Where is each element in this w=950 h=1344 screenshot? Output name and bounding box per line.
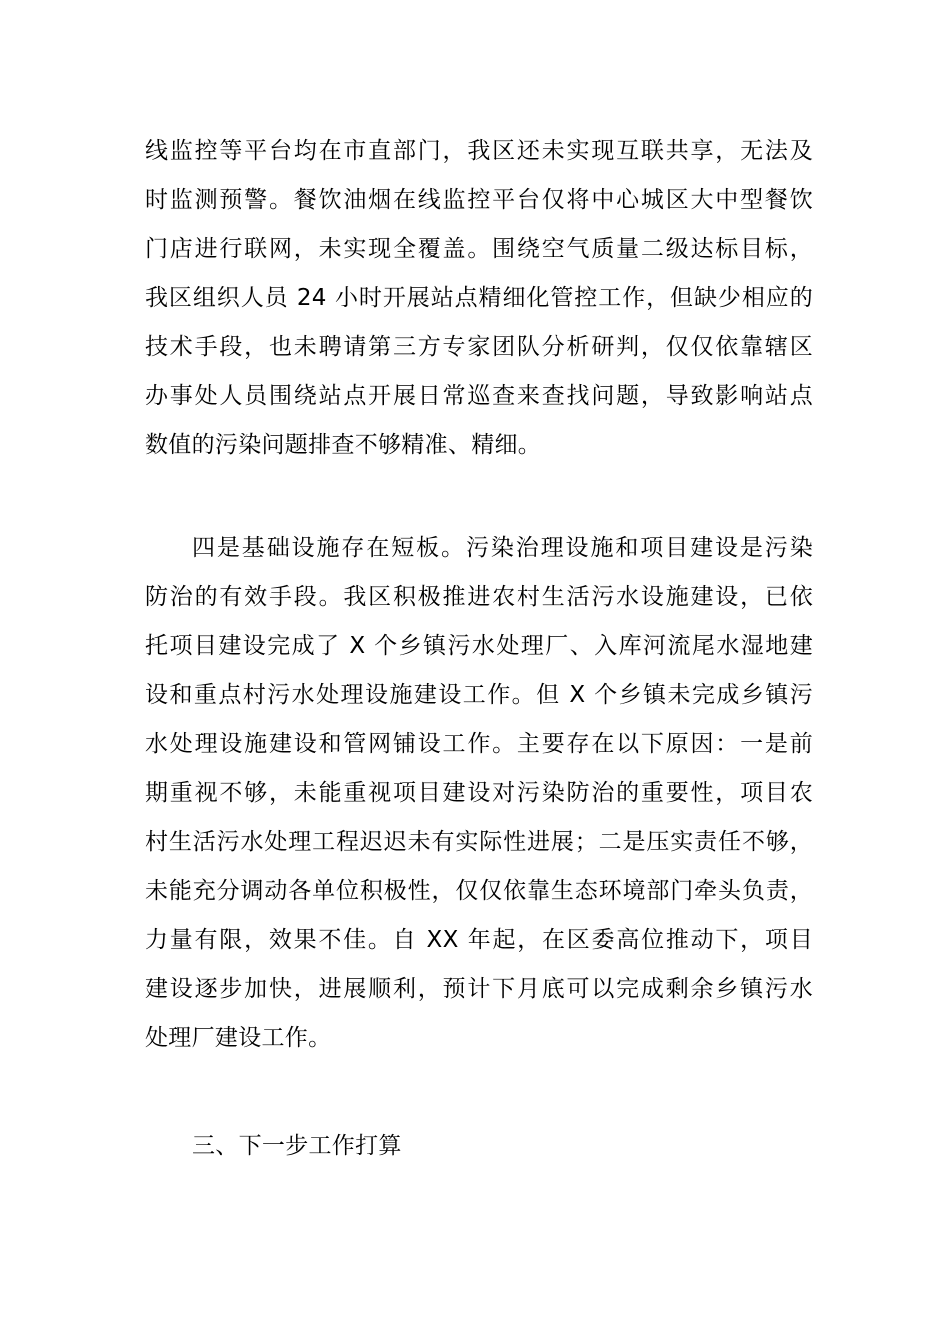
text-line: 水处理设施建设和管网铺设工作。主要存在以下原因：一是前 [145, 731, 813, 757]
text-line: 村生活污水处理工程迟迟未有实际性进展；二是压实责任不够， [145, 829, 813, 855]
section-heading-text: 三、下一步工作打算 [192, 1133, 402, 1159]
text-line: 我区组织人员 24 小时开展站点精细化管控工作，但缺少相应的 [145, 285, 813, 311]
text-line: 防治的有效手段。我区积极推进农村生活污水设施建设，已依 [145, 584, 813, 610]
text-line: 未能充分调动各单位积极性，仅仅依靠生态环境部门牵头负责， [145, 878, 813, 904]
text-line-first: 四是基础设施存在短板。污染治理设施和项目建设是污染 [192, 535, 813, 561]
text-line: 办事处人员围绕站点开展日常巡查来查找问题，导致影响站点 [145, 383, 813, 409]
text-line: 期重视不够，未能重视项目建设对污染防治的重要性，项目农 [145, 780, 813, 806]
section-heading [145, 1122, 813, 1171]
text-line: 设和重点村污水处理设施建设工作。但 X 个乡镇未完成乡镇污 [145, 682, 813, 708]
text-line: 托项目建设完成了 X 个乡镇污水处理厂、入库河流尾水湿地建 [145, 633, 813, 659]
text-line: 力量有限，效果不佳。自 XX 年起，在区委高位推动下，项目 [145, 927, 813, 953]
text-line: 线监控等平台均在市直部门，我区还未实现互联共享，无法及 [145, 138, 813, 164]
text-line: 建设逐步加快，进展顺利，预计下月底可以完成剩余乡镇污水 [145, 976, 813, 1002]
text-line: 时监测预警。餐饮油烟在线监控平台仅将中心城区大中型餐饮 [145, 187, 813, 213]
paragraph-infrastructure [145, 524, 813, 1063]
text-line: 技术手段，也未聘请第三方专家团队分析研判，仅仅依靠辖区 [145, 334, 813, 360]
paragraph-monitoring [145, 127, 813, 470]
text-line: 门店进行联网，未实现全覆盖。围绕空气质量二级达标目标， [145, 236, 813, 262]
text-line: 处理厂建设工作。 [145, 1025, 332, 1051]
text-line: 数值的污染问题排查不够精准、精细。 [145, 432, 542, 458]
